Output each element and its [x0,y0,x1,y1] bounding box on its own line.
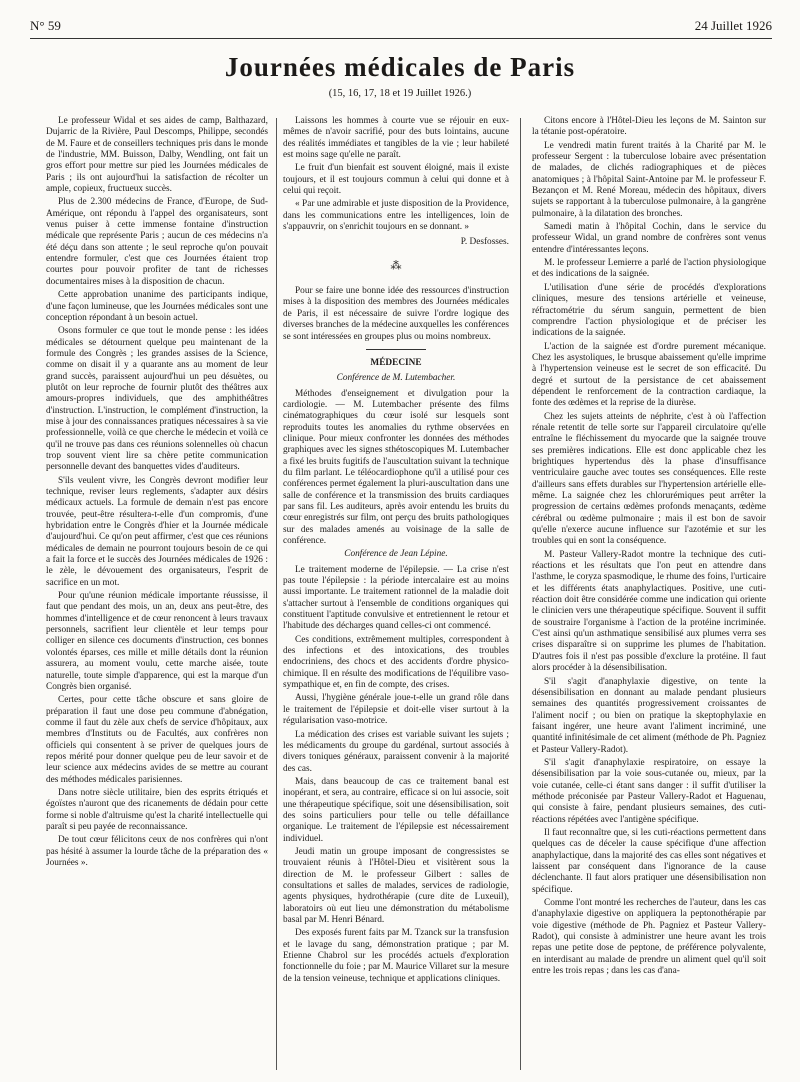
paragraph: Le vendredi matin furent traités à la Charité par M. le professeur Sergent : la tuberculose lobaire avec présentation de malades, de clichés radiographiques et de pièces anatomiques ; à l'hôpital Saint-Antoine par M. le professeur F. Bezançon et M. René Moreau, médecin des hôpitaux, divers sujets se rapportant à la tuberculose pulmonaire, à la gangrène pulmonaire, à la dilatation des bronches. [532,140,766,219]
paragraph: Méthodes d'enseignement et divulgation pour la cardiologie. — M. Lutembacher présente des films cinématographiques du cœur isolé sur lesquels sont reproduits toutes les anomalies du rythme observées en clinique. Pour mieux confronter les données des méthodes graphiques avec les signes sthétoscopiques M. Lutembacher a fixé les bruits fugitifs de l'auscultation suivant la technique du film parlant. Le téléocardiophone qu'il a utilisé pour ces conférences permet également la pluri-auscultation dans une salle de conférence et la transmission des bruits cardiaques par sans fil. Les auditeurs, après avoir entendu les bruits du cœur enregistrés sur film, ont perçu des bruits pathologiques sur des malades amenés au voisinage de la salle de conférence. [283,388,509,546]
paragraph: Citons encore à l'Hôtel-Dieu les leçons de M. Sainton sur la tétanie post-opératoire. [532,116,766,138]
paragraph: S'il s'agit d'anaphylaxie respiratoire, on essaye la désensibilisation par la voie sous-cutanée ou, mieux, par la voie cutanée, celle-ci étant sans danger : il suffit d'utiliser la méthode préconisée par Pasteur Vallery-Radot et Haguenau, qui consiste à faire, pendant plusieurs semaines, des cuti-réactions répétées avec l'antigène spécifique. [532,757,766,825]
paragraph: Ces conditions, extrêmement multiples, correspondent à des infections et des intoxications, des troubles endocriniens, des chocs et des accidents d'ordre physico-chimique. Il en résulte des modifications de l'équilibre vaso-sympathique et, en fin de compte, des crises. [283,634,509,691]
paragraph: Le traitement moderne de l'épilepsie. — La crise n'est pas toute l'épilepsie : la période intercalaire est au moins aussi importante. Le traitement rationnel de la maladie doit s'attacher surtout à l'ensemble de conditions organiques qui constituent l'aptitude convulsive et entretiennent le retour et l'habitude des décharges quand celles-ci ont commencé. [283,564,509,632]
paragraph: Jeudi matin un groupe imposant de congressistes se trouvaient réunis à l'Hôtel-Dieu et visitèrent sous la direction de M. le professeur Gilbert : salles de consultations et salles de malades, services de radiologie, agents physiques, hydrothérapie (cure dite de Luxeuil), laboratoirs où eut lieu une démonstration du métabolisme basal par M. Henri Bénard. [283,846,509,925]
column-1 [46,116,268,1072]
paragraph: M. le professeur Lemierre a parlé de l'action physiologique et des indications de la saignée. [532,258,766,280]
short-rule [366,349,426,350]
paragraph: Le fruit d'un bienfait est souvent éloigné, mais il existe toujours, et il est toujours commun à celui qui donne et à celui qui reçoit. [283,163,509,197]
paragraph: L'action de la saignée est d'ordre purement mécanique. Chez les asystoliques, le brusque abaissement qu'elle imprime à l'hypertension veineuse est le secret de son efficacité. Du degré et surtout de la persistance de cet abaissement dépendent le renforcement de la contraction cardiaque, la fonte des œdèmes et la reprise de la diurèse. [532,341,766,409]
issue-number: N° 59 [30,18,61,33]
paragraph: Chez les sujets atteints de néphrite, c'est à où l'affection rénale retentit de telle sorte sur l'appareil circulatoire qu'elle entraîne le fléchissement du myocarde que la saignée trouve ses premières indications. Elle est donc applicable chez les brightiques hypertendus dès la phase d'insuffisance ventriculaire gauche avec toutes ses conséquences. Elle reste d'ailleurs sans effets durables sur l'hypertension artérielle elle-même. La saignée chez les chlorurémiques peut arrêter la progression de certains œdèmes profonds menaçants, œdème cérébral ou œdème pulmonaire ; mais il est bon de savoir qu'elle n'exerce aucune influence sur l'azotémie et sur les troubles qui en sont la conséquence. [532,411,766,547]
paragraph: Certes, pour cette tâche obscure et sans gloire de préparation il faut une dose peu commune d'abnégation, comme il faut du zèle aux chefs de service d'hôpitaux, aux membres d'Instituts ou de Facultés, aux confrères non officiels qui consentent à se priver de quelques jours de repos mérité pour donner quelque peu de leur savoir et de leur science aux médecins avides de se mettre au courant des méthodes médicales parisiennes. [46,695,268,785]
paragraph: S'ils veulent vivre, les Congrès devront modifier leur technique, reviser leurs reglements, s'adapter aux désirs médicaux actuels. La formule de demain n'est pas encore trouvée, peut-être résultera-t-elle d'un compromis, d'une hybridation entre le Congrès d'hier et la Journée médicale d'aujourd'hui. Ce qu'on peut affirmer, c'est que ces réunions médicales de demain ne pourront toujours besoin de ce qui a fait la force et le succès des Journées médicales de 1926 : le zèle, le dévouement des organisateurs, l'esprit de sacrifice en un mot. [46,475,268,588]
paragraph: M. Pasteur Vallery-Radot montre la technique des cuti-réactions et les résultats que l'on peut en attendre dans l'asthme, le coryza spasmodique, le rhume des foins, l'urticaire et les différents états anaphylactiques. Positive, une cuti-réaction doit être considérée comme une indication qui oriente le clinicien vers une thérapeutique spécifique. Souvent il suffit de soustraire l'organisme à l'action de la protéine incriminée. C'est ainsi qu'un asthmatique sensibilisé aux plumes verra ses crises disparaître si on supprime les plumes de l'habitation. D'autres fois il n'est pas possible d'exclure la protéine. Il faut alors procéder à la désensibilisation. [532,549,766,674]
paragraph: Samedi matin à l'hôpital Cochin, dans le service du professeur Widal, un grand nombre de confrères sont venus entendre d'intéressantes leçons. [532,222,766,255]
section-separator: ⁂ [390,259,402,272]
paragraph: Cette approbation unanime des participants indique, d'une façon lumineuse, que les Journées médicales sont une conception répondant à un besoin actuel. [46,290,268,323]
paragraph: L'utilisation d'une série de procédés d'explorations cliniques, mesure des tensions artérielle et veineuse, réfractométrie du sérum sanguin, permettent de bien comprendre l'action physiologique et de préciser les indications de la saignée. [532,282,766,339]
paragraph: Le professeur Widal et ses aides de camp, Balthazard, Dujarric de la Rivière, Paul Descomps, Philippe, secondés de M. Faure et de conseillers techniques pris dans le monde de l'industrie, MM. Buisson, Dalby, Wendling, ont fait un gros effort pour mettre sur pied les Journées médicales de Paris ; ils ont aujourd'hui la satisfaction de récolter un ample, copieux, fructueux succès. [46,116,268,195]
section-heading: MÉDECINE [370,357,422,368]
column-2 [283,116,509,1072]
paragraph: De tout cœur félicitons ceux de nos confrères qui n'ont pas hésité à assumer la lourde tâche de la préparation des « Journées ». [46,835,268,868]
paragraph: La médication des crises est variable suivant les sujets ; les médicaments du groupe du gardénal, surtout associés à divers toniques généraux, paraissent convenir à la majorité des cas. [283,729,509,774]
paragraph: Des exposés furent faits par M. Tzanck sur la transfusion et le lavage du sang, démonstration pratique ; par M. Etienne Chabrol sur les procédés actuels d'exploration fonctionnelle du foie ; par M. Maurice Villaret sur la mesure de la tension veineuse, technique et applications cliniques. [283,928,509,984]
column-divider [276,118,277,1070]
header-rule [30,38,772,39]
column-divider [520,118,521,1070]
conference-heading: Conférence de Jean Lépine. [344,549,448,560]
paragraph: Plus de 2.300 médecins de France, d'Europe, de Sud-Amérique, ont répondu à l'appel des organisateurs, sont venus puiser à cette immense fontaine d'instruction médicale que représente Paris ; aucun de ces médecins n'a été déçu dans son attente ; le seul reproche qu'on pouvait entendre formuler, c'est que ces Journées étaient trop courtes pour pouvoir profiter de tant de richesses documentaires mises à la disposition de chacun. [46,197,268,287]
paragraph: Pour se faire une bonne idée des ressources d'instruction mises à la disposition des membres des Journées médicales de Paris, il est nécessaire de suivre l'ordre logique des diverses branches de la médecine auxquelles les conférences se sont intéressées en groupes plus ou moins nombreux. [283,286,509,342]
paragraph: Comme l'ont montré les recherches de l'auteur, dans les cas d'anaphylaxie digestive on appliquera la peptonothérapie par voie digestive (méthode de Ph. Pagniez et Pasteur Vallery-Radot), qui consiste à administrer une heure avant les trois repas une petite dose de peptone, de préférence polyvalente, en interdisant au malade de prendre un aliment quel qu'il soit entre les trois repas ; dans les cas d'ana- [532,898,766,977]
paragraph: Laissons les hommes à courte vue se réjouir en eux-mêmes de n'avoir sacrifié, pour des buts lointains, aucune des réalités immédiates et tangibles de la vie ; leur habileté est moins sage qu'elle ne paraît. [283,116,509,161]
page-subtitle: (15, 16, 17, 18 et 19 Juillet 1926.) [328,88,472,99]
page-title: Journées médicales de Paris [224,52,576,82]
column-3 [532,116,766,1072]
signature: P. Desfosses. [460,237,509,248]
paragraph: Aussi, l'hygiène générale joue-t-elle un grand rôle dans le traitement de l'épilepsie et doit-elle viser surtout à la régularisation vaso-motrice. [283,693,509,727]
paragraph: « Par une admirable et juste disposition de la Providence, dans les communications entre les intelligences, loin de s'appauvrir, on s'enrichit toujours en se donnant. » [283,199,509,233]
issue-date: 24 Juillet 1926 [694,18,772,33]
paragraph: Mais, dans beaucoup de cas ce traitement banal est inopérant, et sera, au contraire, efficace si on lui associe, soit une thérapeutique spécifique, soit une désensibilisation, soit des soins particuliers pour telle ou telle défaillance organique. Le traitement de l'épilepsie est nécessairement individuel. [283,776,509,844]
paragraph: Il faut reconnaître que, si les cuti-réactions permettent dans quelques cas de déceler la cause spécifique d'une affection anaphylactique, dans la majorité des cas elles sont négatives et laissent par conséquent dans l'ignorance de la cause déclenchante. Il faut alors pratiquer une désensibilisation non spécifique. [532,827,766,895]
paragraph: S'il s'agit d'anaphylaxie digestive, on tente la désensibilisation en donnant au malade pendant plusieurs semaines des quantités progressivement croissantes de l'aliment nocif ; ou bien on pratique la skeptophylaxie en faisant ingérer, une heure avant l'aliment incriminé, une quantité infinitésimale de cet aliment (méthode de Ph. Pagniez et Pasteur Vallery-Radot). [532,676,766,755]
paragraph: Osons formuler ce que tout le monde pense : les idées médicales se détournent quelque peu maintenant de la formule des Congrès ; les grandes assises de la Science, comme on disait il y a quarante ans au moment de leur grand succès, paraissent aujourd'hui un peu désuètes, ou plutôt on leur reproche de fournir plutôt des théâtres aux amours-propres individuels, que des amphithéâtres d'instruction. L'instruction, le complément d'instruction, la mise à jour des connaissances pratiques nécessaires à sa vie professionnelle, voilà ce que cherche le médecin et voilà ce qu'il ne trouve pas dans ces réunions solennelles où chacun trop souvent vient lire sa chère petite communication personnelle devant des banquettes vides d'auditeurs. [46,326,268,473]
paragraph: Dans notre siècle utilitaire, bien des esprits étriqués et égoïstes n'auront que des ricanements de dédain pour cette forme si noble d'altruisme qu'est la charité intellectuelle qui paraît si peu payée de reconnaissance. [46,787,268,832]
conference-heading: Conférence de M. Lutembacher. [336,373,456,384]
paragraph: Pour qu'une réunion médicale importante réussisse, il faut que pendant des mois, un an, deux ans peut-être, des hommes d'intelligence et de cœur renoncent à leurs travaux personnels, sacrifient leur clientèle et leur temps pour colliger en silence ces documents d'instruction, ces bonnes volontés éparses, ces mille et mille détails dont la réunion assurera, au moment voulu, cette marche aisée, toute naturelle, toute simple d'apparence, qui est la marque d'un Congrès bien organisé. [46,591,268,692]
